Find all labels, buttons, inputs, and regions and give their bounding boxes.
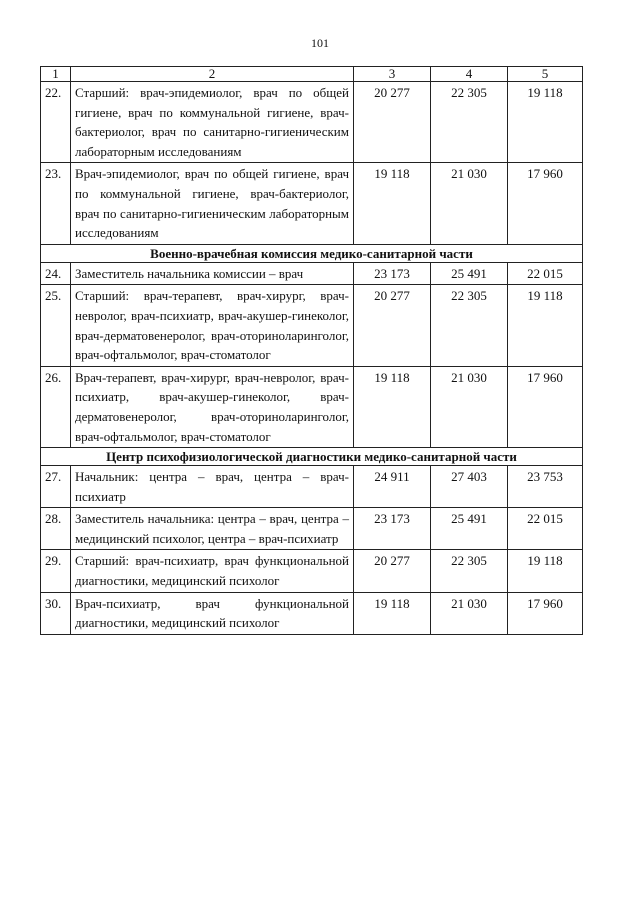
salary-value-col4: 21 030 <box>431 366 508 447</box>
salary-value-col4: 22 305 <box>431 550 508 592</box>
row-number: 30. <box>41 592 71 634</box>
salary-value-col5: 17 960 <box>508 163 583 244</box>
salary-value-col4: 21 030 <box>431 592 508 634</box>
row-number: 22. <box>41 82 71 163</box>
section-title: Центр психофизиологической диагностики медико-санитарной части <box>41 448 583 466</box>
column-header: 1 <box>41 67 71 82</box>
row-number: 25. <box>41 285 71 366</box>
position-title: Старший: врач-психиатр, врач функциональной диагностики, медицинский психолог <box>71 550 354 592</box>
table-row <box>41 285 583 366</box>
section-header-row <box>41 244 583 262</box>
table-row <box>41 466 583 508</box>
salary-value-col4: 25 491 <box>431 262 508 285</box>
salary-value-col5: 23 753 <box>508 466 583 508</box>
column-header: 5 <box>508 67 583 82</box>
position-title: Начальник: центра – врач, центра – врач-психиатр <box>71 466 354 508</box>
salary-value-col3: 19 118 <box>354 366 431 447</box>
position-title: Заместитель начальника: центра – врач, центра – медицинский психолог, центра – врач-психиатр <box>71 508 354 550</box>
section-header-row <box>41 448 583 466</box>
salary-value-col4: 22 305 <box>431 82 508 163</box>
position-title: Врач-эпидемиолог, врач по общей гигиене, врач по коммунальной гигиене, врач-бактериолог, врач по санитарно-гигиеническим лабораторным исследованиям <box>71 163 354 244</box>
page-number: 101 <box>311 36 329 50</box>
position-title: Врач-терапевт, врач-хирург, врач-невролог, врач-психиатр, врач-акушер-гинеколог, врач-дерматовенеролог, врач-оториноларинголог, врач-офтальмолог, врач-стоматолог <box>71 366 354 447</box>
column-header: 3 <box>354 67 431 82</box>
salary-value-col3: 23 173 <box>354 262 431 285</box>
column-header: 2 <box>71 67 354 82</box>
table-header-row <box>41 67 583 82</box>
salary-value-col5: 22 015 <box>508 262 583 285</box>
row-number: 24. <box>41 262 71 285</box>
salary-table <box>40 66 583 635</box>
position-title: Врач-психиатр, врач функциональной диагностики, медицинский психолог <box>71 592 354 634</box>
table-row <box>41 262 583 285</box>
salary-value-col3: 19 118 <box>354 592 431 634</box>
salary-value-col4: 27 403 <box>431 466 508 508</box>
table-body <box>41 67 583 635</box>
position-title: Заместитель начальника комиссии – врач <box>71 262 354 285</box>
salary-value-col4: 22 305 <box>431 285 508 366</box>
row-number: 27. <box>41 466 71 508</box>
salary-value-col3: 20 277 <box>354 82 431 163</box>
table-row <box>41 163 583 244</box>
salary-value-col5: 22 015 <box>508 508 583 550</box>
section-title: Военно-врачебная комиссия медико-санитарной части <box>41 244 583 262</box>
column-header: 4 <box>431 67 508 82</box>
position-title: Старший: врач-терапевт, врач-хирург, врач-невролог, врач-психиатр, врач-акушер-гинеколог, врач-дерматовенеролог, врач-оториноларинголог, врач-офтальмолог, врач-стоматолог <box>71 285 354 366</box>
row-number: 28. <box>41 508 71 550</box>
salary-value-col4: 25 491 <box>431 508 508 550</box>
salary-value-col5: 19 118 <box>508 285 583 366</box>
salary-value-col3: 24 911 <box>354 466 431 508</box>
salary-value-col3: 19 118 <box>354 163 431 244</box>
salary-value-col3: 20 277 <box>354 285 431 366</box>
position-title: Старший: врач-эпидемиолог, врач по общей гигиене, врач по коммунальной гигиене, врач-бактериолог, врач по санитарно-гигиеническим лабораторным исследованиям <box>71 82 354 163</box>
table-row <box>41 366 583 447</box>
table-row <box>41 82 583 163</box>
row-number: 23. <box>41 163 71 244</box>
table-row <box>41 550 583 592</box>
salary-value-col5: 19 118 <box>508 550 583 592</box>
table-row <box>41 508 583 550</box>
salary-value-col5: 17 960 <box>508 592 583 634</box>
row-number: 26. <box>41 366 71 447</box>
table-row <box>41 592 583 634</box>
salary-value-col5: 19 118 <box>508 82 583 163</box>
salary-value-col3: 23 173 <box>354 508 431 550</box>
salary-value-col3: 20 277 <box>354 550 431 592</box>
salary-value-col5: 17 960 <box>508 366 583 447</box>
salary-value-col4: 21 030 <box>431 163 508 244</box>
row-number: 29. <box>41 550 71 592</box>
